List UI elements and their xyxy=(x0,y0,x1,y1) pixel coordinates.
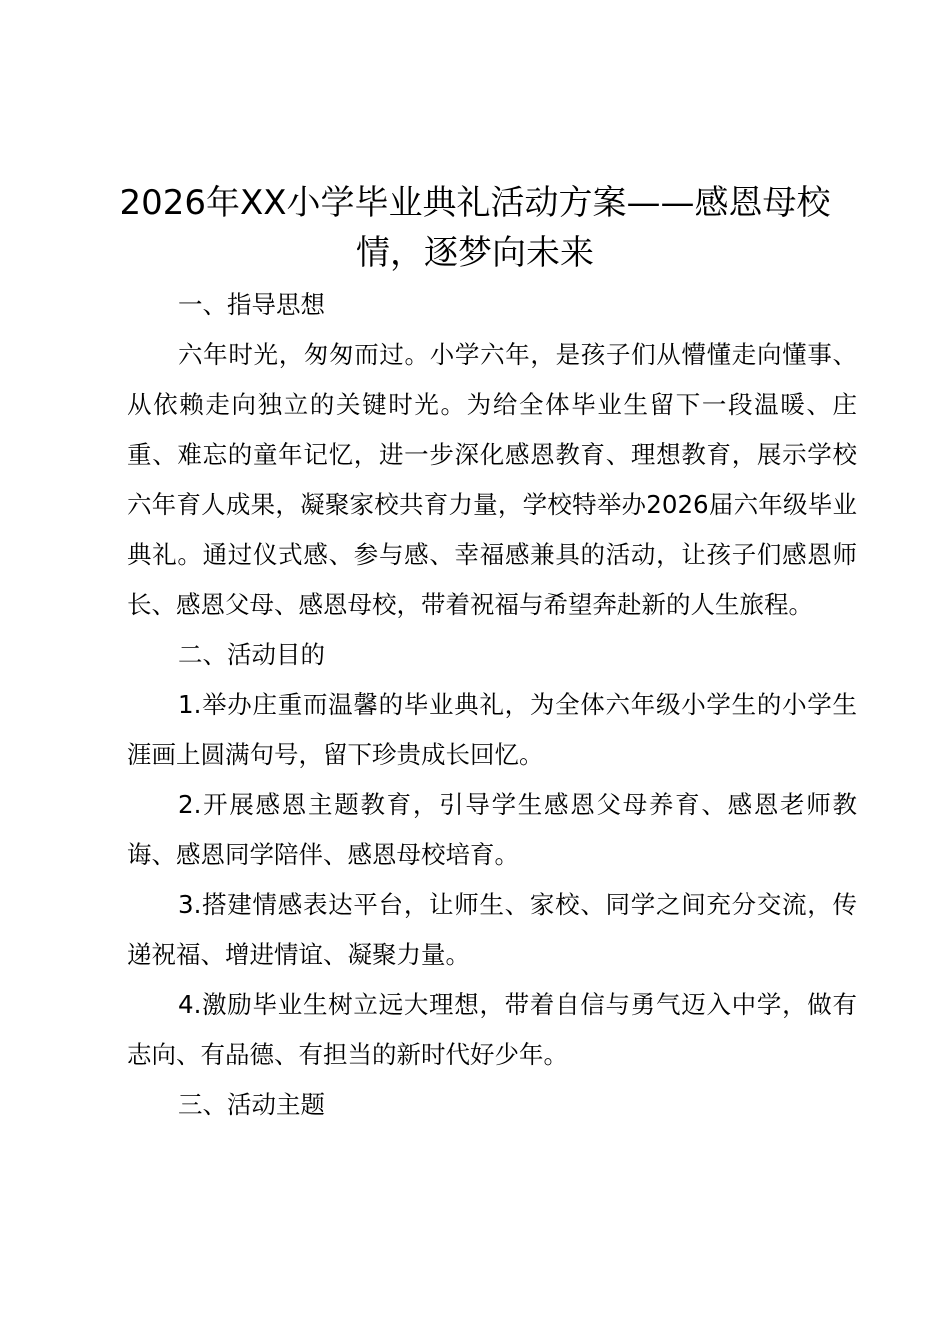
document-title: 2026年XX小学毕业典礼活动方案——感恩母校情，逐梦向未来 xyxy=(119,183,831,273)
paragraph-purpose-1: 1.举办庄重而温馨的毕业典礼，为全体六年级小学生的小学生涯画上圆满句号，留下珍贵成长回忆。 xyxy=(127,690,857,769)
document-body xyxy=(127,280,857,1130)
paragraph-purpose-3: 3.搭建情感表达平台，让师生、家校、同学之间充分交流，传递祝福、增进情谊、凝聚力量。 xyxy=(127,890,857,969)
section-heading-activity-purpose: 二、活动目的 xyxy=(178,640,325,669)
paragraph-purpose-4: 4.激励毕业生树立远大理想，带着自信与勇气迈入中学，做有志向、有品德、有担当的新时代好少年。 xyxy=(127,990,857,1069)
paragraph-purpose-2: 2.开展感恩主题教育，引导学生感恩父母养育、感恩老师教诲、感恩同学陪伴、感恩母校培育。 xyxy=(127,790,857,869)
section-heading-activity-theme: 三、活动主题 xyxy=(178,1090,325,1119)
paragraph-guiding-ideology: 六年时光，匆匆而过。小学六年，是孩子们从懵懂走向懂事、从依赖走向独立的关键时光。为给全体毕业生留下一段温暖、庄重、难忘的童年记忆，进一步深化感恩教育、理想教育，展示学校六年育人成果，凝聚家校共育力量，学校特举办2026届六年级毕业典礼。通过仪式感、参与感、幸福感兼具的活动，让孩子们感恩师长、感恩父母、感恩母校，带着祝福与希望奔赴新的人生旅程。 xyxy=(127,340,857,619)
section-heading-guiding-ideology: 一、指导思想 xyxy=(178,290,325,319)
